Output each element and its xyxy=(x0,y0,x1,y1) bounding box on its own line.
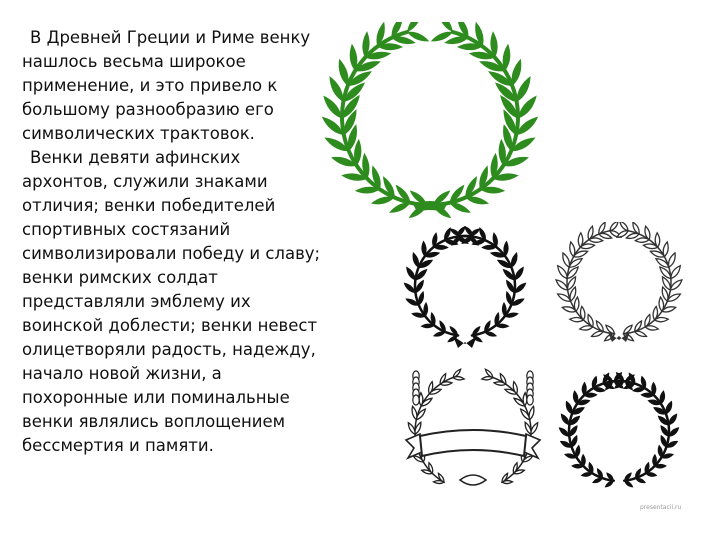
wheat-wreath-with-ribbon-icon xyxy=(398,362,548,507)
black-leaf-wreath-icon xyxy=(552,365,687,500)
black-laurel-wreath-icon xyxy=(398,218,533,358)
outline-laurel-wreath-icon xyxy=(552,222,687,357)
green-laurel-wreath-icon xyxy=(315,22,545,222)
paragraph-greece-rome: В Древней Греции и Риме венку нашлось весьма широкое применение, и это привело к большому разнообразию его символических трактовок. xyxy=(22,28,311,143)
text-block xyxy=(22,26,322,458)
watermark: presentacii.ru xyxy=(640,504,682,511)
paragraph-wreath-meanings: Венки девяти афинских архонтов, служили знаками отличия; венки победителей спортивных состязаний символизировали победу и славу; венки римских солдат представляли эмблему их воинской доблести; венки невест олицетворяли радость, надежду, начало новой жизни, а похоронные или поминальные венки являлись воплощением бессмертия и памяти. xyxy=(22,148,321,455)
